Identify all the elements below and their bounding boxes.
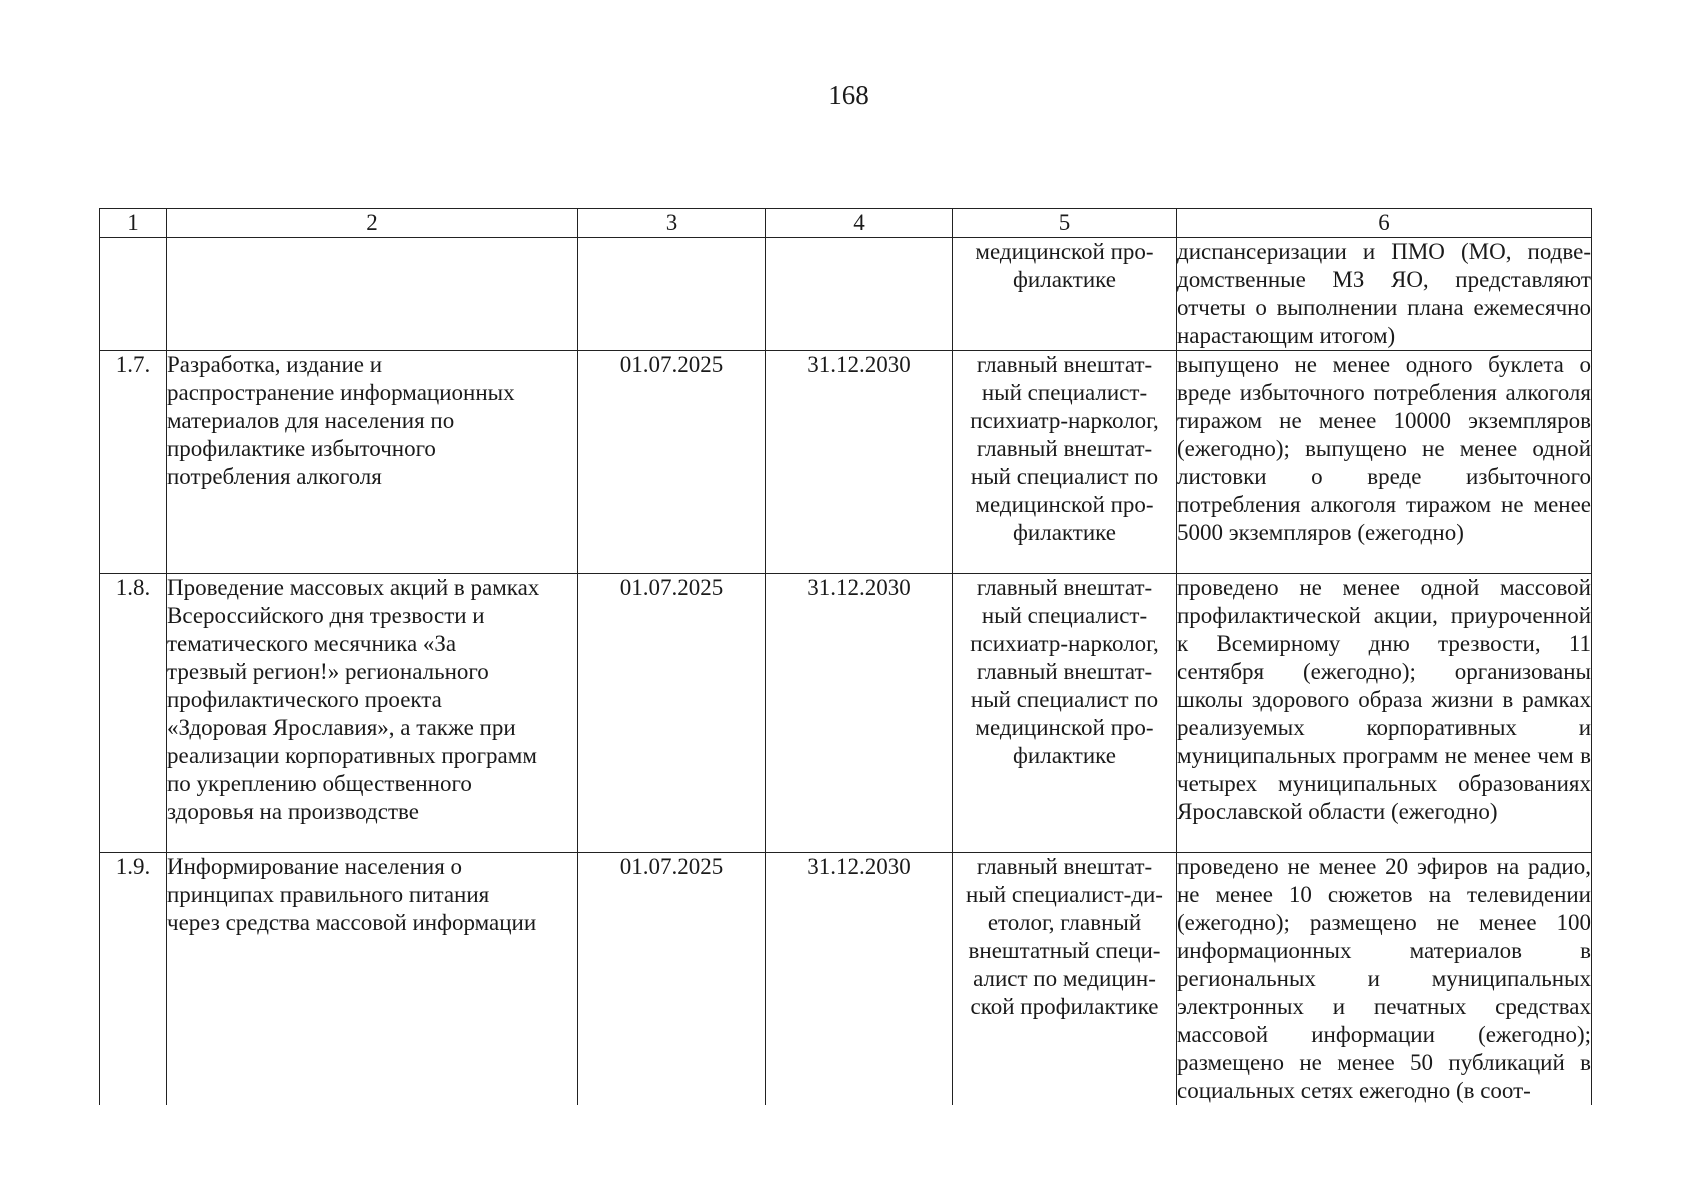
column-header: 2 [167, 209, 578, 238]
responsible: главный внештат- ный специалист- психиатр-нарколог, главный внештат- ный специалист по медицинской про- филактике [970, 575, 1159, 768]
header-row [100, 209, 1592, 238]
measure-name-cell [167, 238, 578, 351]
responsible-cell [953, 351, 1177, 574]
column-header: 1 [100, 209, 167, 238]
measure-name-cell [167, 853, 578, 1106]
measures-table [99, 208, 1592, 1105]
start-date: 01.07.2025 [619, 575, 724, 600]
responsible-cell [953, 238, 1177, 351]
start-date: 01.07.2025 [619, 854, 724, 879]
measure-name: Информирование населения о принципах правильного питания через средства массовой информации [167, 854, 537, 935]
end-date-cell [766, 351, 953, 574]
measure-name-cell [167, 574, 578, 853]
table-row [100, 574, 1592, 853]
end-date-cell [766, 574, 953, 853]
column-header: 4 [766, 209, 953, 238]
item-number-cell [100, 853, 167, 1106]
end-date: 31.12.2030 [807, 352, 911, 377]
item-number-cell [100, 238, 167, 351]
result-cell [1177, 574, 1592, 853]
start-date: 01.07.2025 [619, 352, 724, 377]
result: диспансеризации и ПМО (МО, подведомственные МЗ ЯО, представляют отчеты о выполнении плана ежемесячно нарастающим итогом) [1177, 239, 1591, 348]
item-number: 1.7. [115, 352, 151, 377]
start-date-cell [578, 238, 766, 351]
table-row [100, 853, 1592, 1106]
measure-name: Разработка, издание и распространение информационных материалов для населения по профилактике избыточного потребления алкоголя [167, 352, 515, 489]
result: проведено не менее одной массовой профилактической акции, приуроченной к Всемирному дню трезвости, 11 сентября (ежегодно); организованы школы здорового образа жизни в рамках реализуемых корпоративных и муниципальных программ не менее чем в четырех муниципальных образованиях Ярославской области (ежегодно) [1177, 575, 1591, 824]
end-date: 31.12.2030 [807, 575, 911, 600]
column-header: 3 [578, 209, 766, 238]
result: проведено не менее 20 эфиров на радио, не менее 10 сюжетов на телевидении (ежегодно); размещено не менее 100 информационных материалов в региональных и муниципальных электронных и печатных средствах массовой информации (ежегодно); размещено не менее 50 публикаций в социальных сетях ежегодно (в соот- [1177, 854, 1591, 1103]
result-cell [1177, 853, 1592, 1106]
end-date-cell [766, 238, 953, 351]
responsible-cell [953, 853, 1177, 1106]
item-number: 1.8. [115, 575, 151, 600]
start-date-cell [578, 574, 766, 853]
measure-name-cell [167, 351, 578, 574]
item-number-cell [100, 574, 167, 853]
column-header: 5 [953, 209, 1177, 238]
item-number: 1.9. [115, 854, 151, 879]
responsible-cell [953, 574, 1177, 853]
responsible: медицинской про- филактике [975, 239, 1154, 292]
result-cell [1177, 238, 1592, 351]
measure-name: Проведение массовых акций в рамках Всероссийского дня трезвости и тематического месячника «За трезвый регион!» регионального профилактического проекта «Здоровая Ярославия», а также при реализации корпоративных программ по укреплению общественного здоровья на производстве [167, 575, 540, 824]
result-cell [1177, 351, 1592, 574]
end-date: 31.12.2030 [807, 854, 911, 879]
end-date-cell [766, 853, 953, 1106]
start-date-cell [578, 853, 766, 1106]
table-row [100, 238, 1592, 351]
column-header: 6 [1177, 209, 1592, 238]
responsible: главный внештат- ный специалист- психиатр-нарколог, главный внештат- ный специалист по медицинской про- филактике [970, 352, 1159, 545]
responsible: главный внештат- ный специалист-ди- етолог, главный внештатный специ- алист по медицин- ской профилактике [966, 854, 1163, 1019]
page-number: 168 [828, 80, 869, 110]
table-row [100, 351, 1592, 574]
result: выпущено не менее одного буклета о вреде избыточного потребления алкоголя тиражом не менее 10000 экземпляров (ежегодно); выпущено не менее одной листовки о вреде избыточного потребления алкоголя тиражом не менее 5000 экземпляров (ежегодно) [1177, 352, 1591, 545]
start-date-cell [578, 351, 766, 574]
item-number-cell [100, 351, 167, 574]
